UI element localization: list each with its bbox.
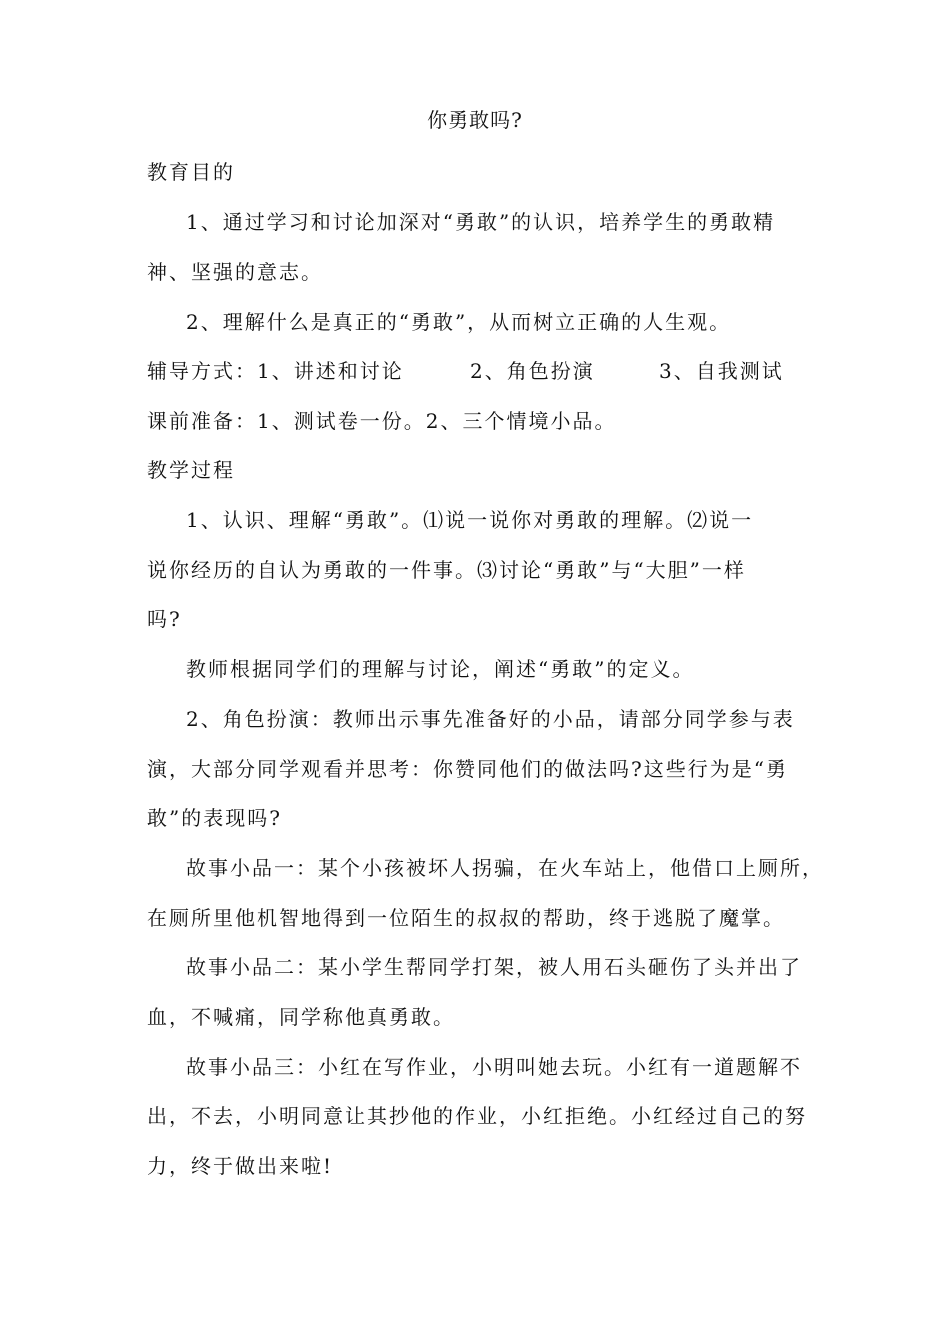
section-heading-goals: 教育目的	[147, 160, 235, 184]
paragraph-line: 2、角色扮演：教师出示事先准备好的小品，请部分同学参与表	[186, 707, 795, 731]
story-line: 在厕所里他机智地得到一位陌生的叔叔的帮助，终于逃脱了魔掌。	[147, 906, 785, 930]
paragraph-line: 敢”的表现吗?	[147, 806, 282, 830]
preparation-line: 课前准备：1、测试卷一份。2、三个情境小品。	[147, 409, 617, 433]
paragraph-line: 2、理解什么是真正的“勇敢”，从而树立正确的人生观。	[186, 310, 732, 334]
section-heading-process: 教学过程	[147, 458, 235, 482]
story-line: 故事小品三：小红在写作业，小明叫她去玩。小红有一道题解不	[186, 1055, 802, 1079]
paragraph-line: 说你经历的自认为勇敢的一件事。⑶讨论“勇敢”与“大胆”一样	[147, 558, 746, 582]
method-item-self-test: 3、自我测试	[659, 359, 784, 383]
story-line: 出，不去，小明同意让其抄他的作业，小红拒绝。小红经过自己的努	[147, 1104, 807, 1128]
paragraph-line: 吗?	[147, 607, 182, 631]
story-line: 力，终于做出来啦!	[147, 1154, 334, 1178]
story-line: 血，不喊痛，同学称他真勇敢。	[147, 1005, 455, 1029]
story-line: 故事小品二：某小学生帮同学打架，被人用石头砸伤了头并出了	[186, 955, 802, 979]
method-label-line: 辅导方式：1、讲述和讨论	[147, 359, 404, 383]
paragraph-line: 教师根据同学们的理解与讨论，阐述“勇敢”的定义。	[186, 657, 695, 681]
method-item-role-play: 2、角色扮演	[470, 359, 595, 383]
paragraph-line: 1、认识、理解“勇敢”。⑴说一说你对勇敢的理解。⑵说一	[186, 508, 754, 532]
paragraph-line: 1、通过学习和讨论加深对“勇敢”的认识，培养学生的勇敢精	[186, 210, 776, 234]
story-line: 故事小品一：某个小孩被坏人拐骗，在火车站上，他借口上厕所，	[186, 856, 824, 880]
document-title: 你勇敢吗?	[427, 108, 523, 132]
paragraph-line: 演，大部分同学观看并思考：你赞同他们的做法吗?这些行为是“勇	[147, 757, 788, 781]
paragraph-line: 神、坚强的意志。	[147, 260, 323, 284]
